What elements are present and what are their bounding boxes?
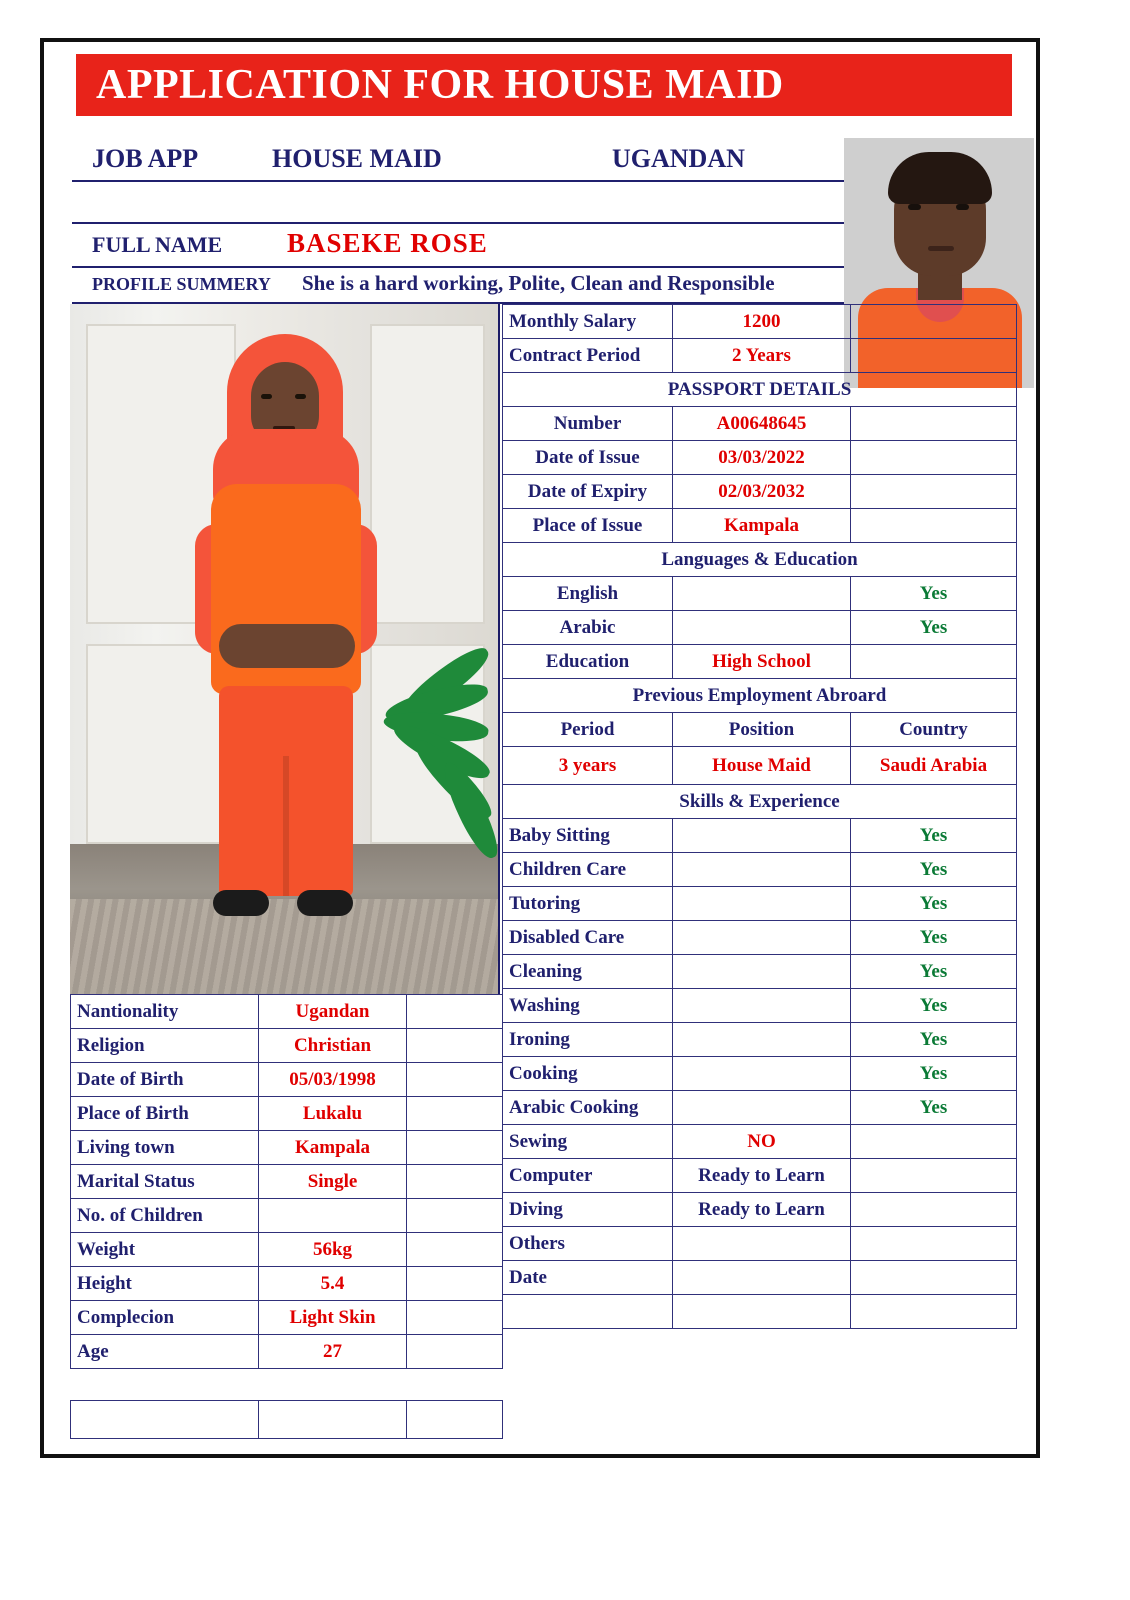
table-row-empty [503, 1295, 1017, 1329]
skill-value-cleaning: Yes [851, 955, 1017, 989]
table-row [71, 1097, 503, 1131]
table-row [503, 1227, 1017, 1261]
skill-mid-diving: Ready to Learn [673, 1193, 851, 1227]
table-row [503, 989, 1017, 1023]
personal-blank-complexion [407, 1301, 503, 1335]
full-name-row [72, 224, 862, 268]
education-value: High School [673, 645, 851, 679]
bottom-empty-cell-2 [259, 1401, 407, 1439]
passport-issue-blank [851, 441, 1017, 475]
table-row-previous-employment [503, 747, 1017, 785]
skill-value-children-care: Yes [851, 853, 1017, 887]
empty-cell-3 [851, 1295, 1017, 1329]
languages-section-heading: Languages & Education [503, 543, 1017, 577]
skill-label-tutoring: Tutoring [503, 887, 673, 921]
language-english-mid [673, 577, 851, 611]
table-row [71, 1131, 503, 1165]
table-row-passport-expiry [503, 475, 1017, 509]
skill-mid-children-care [673, 853, 851, 887]
table-row [503, 1193, 1017, 1227]
personal-label-no-of-children: No. of Children [71, 1199, 259, 1233]
skill-label-baby-sitting: Baby Sitting [503, 819, 673, 853]
table-row [71, 1233, 503, 1267]
skill-value-arabic-cooking: Yes [851, 1091, 1017, 1125]
table-row [503, 1091, 1017, 1125]
skill-value-cooking: Yes [851, 1057, 1017, 1091]
table-row-monthly-salary [503, 305, 1017, 339]
skill-mid-washing [673, 989, 851, 1023]
personal-value-religion: Christian [259, 1029, 407, 1063]
personal-blank-living-town [407, 1131, 503, 1165]
personal-value-living-town: Kampala [259, 1131, 407, 1165]
person-uniform-trousers [219, 686, 353, 896]
person-shoe-right [297, 890, 353, 916]
person-shoe-left [213, 890, 269, 916]
passport-section-heading: PASSPORT DETAILS [503, 373, 1017, 407]
skill-label-ironing: Ironing [503, 1023, 673, 1057]
skill-value-sewing [851, 1125, 1017, 1159]
section-passport-details [503, 373, 1017, 407]
table-row-passport-issue [503, 441, 1017, 475]
monthly-salary-blank [851, 305, 1017, 339]
language-arabic-value: Yes [851, 611, 1017, 645]
skill-mid-others [673, 1227, 851, 1261]
bottom-empty-cell-3 [407, 1401, 503, 1439]
table-row [503, 645, 1017, 679]
profile-summary-label: PROFILE SUMMERY [92, 274, 271, 294]
skill-mid-disabled-care [673, 921, 851, 955]
skill-value-ironing: Yes [851, 1023, 1017, 1057]
personal-blank-weight [407, 1233, 503, 1267]
person-folded-arms [219, 624, 355, 668]
passport-expiry-value: 02/03/2032 [673, 475, 851, 509]
skill-mid-date [673, 1261, 851, 1295]
passport-number-value: A00648645 [673, 407, 851, 441]
bottom-empty-table [70, 1400, 503, 1439]
personal-value-height: 5.4 [259, 1267, 407, 1301]
personal-label-complexion: Complecion [71, 1301, 259, 1335]
skill-value-disabled-care: Yes [851, 921, 1017, 955]
page-title: APPLICATION FOR HOUSE MAID [96, 62, 784, 108]
skill-label-washing: Washing [503, 989, 673, 1023]
personal-value-date-of-birth: 05/03/1998 [259, 1063, 407, 1097]
personal-label-marital-status: Marital Status [71, 1165, 259, 1199]
passport-number-label: Number [503, 407, 673, 441]
language-arabic-label: Arabic [503, 611, 673, 645]
photo-hair [888, 152, 992, 204]
previous-employment-position: House Maid [673, 747, 851, 785]
table-row [71, 1267, 503, 1301]
skill-label-children-care: Children Care [503, 853, 673, 887]
profile-summary-value: She is a hard working, Polite, Clean and Responsible [302, 271, 775, 295]
job-application-header-row [72, 138, 862, 182]
table-row [503, 1057, 1017, 1091]
personal-blank-place-of-birth [407, 1097, 503, 1131]
personal-value-weight: 56kg [259, 1233, 407, 1267]
education-blank [851, 645, 1017, 679]
table-row-empty [71, 1401, 503, 1439]
skill-label-disabled-care: Disabled Care [503, 921, 673, 955]
table-row [503, 955, 1017, 989]
photo-eye-right [956, 204, 969, 210]
job-app-label: JOB APP [92, 144, 199, 173]
skill-label-date: Date [503, 1261, 673, 1295]
personal-value-age: 27 [259, 1335, 407, 1369]
nationality-heading: UGANDAN [612, 144, 745, 173]
table-row [503, 819, 1017, 853]
skill-label-cleaning: Cleaning [503, 955, 673, 989]
column-header-position: Position [673, 713, 851, 747]
table-header-row-previous-employment [503, 713, 1017, 747]
personal-value-complexion: Light Skin [259, 1301, 407, 1335]
personal-blank-age [407, 1335, 503, 1369]
application-form-sheet [40, 38, 1040, 1458]
table-row [503, 577, 1017, 611]
personal-label-place-of-birth: Place of Birth [71, 1097, 259, 1131]
personal-value-marital-status: Single [259, 1165, 407, 1199]
table-row [71, 1199, 503, 1233]
table-row [503, 1261, 1017, 1295]
bottom-empty-cell-1 [71, 1401, 259, 1439]
personal-value-no-of-children [259, 1199, 407, 1233]
column-header-period: Period [503, 713, 673, 747]
skill-label-others: Others [503, 1227, 673, 1261]
contract-period-blank [851, 339, 1017, 373]
language-english-value: Yes [851, 577, 1017, 611]
personal-value-nationality: Ugandan [259, 995, 407, 1029]
position-label: HOUSE MAID [272, 144, 442, 173]
skill-mid-cleaning [673, 955, 851, 989]
table-row [503, 611, 1017, 645]
previous-employment-heading: Previous Employment Abroard [503, 679, 1017, 713]
skill-mid-tutoring [673, 887, 851, 921]
skill-value-diving [851, 1193, 1017, 1227]
table-row-passport-place [503, 509, 1017, 543]
personal-value-place-of-birth: Lukalu [259, 1097, 407, 1131]
skill-value-baby-sitting: Yes [851, 819, 1017, 853]
personal-label-nationality: Nantionality [71, 995, 259, 1029]
personal-label-weight: Weight [71, 1233, 259, 1267]
personal-blank-no-of-children [407, 1199, 503, 1233]
personal-label-religion: Religion [71, 1029, 259, 1063]
personal-details-table [70, 994, 503, 1369]
table-row [71, 1301, 503, 1335]
full-name-label: FULL NAME [92, 232, 223, 257]
personal-blank-date-of-birth [407, 1063, 503, 1097]
personal-blank-religion [407, 1029, 503, 1063]
previous-employment-country: Saudi Arabia [851, 747, 1017, 785]
right-details-table [502, 304, 1017, 1329]
skill-value-computer [851, 1159, 1017, 1193]
skill-value-others [851, 1227, 1017, 1261]
skills-section-heading: Skills & Experience [503, 785, 1017, 819]
passport-place-blank [851, 509, 1017, 543]
personal-label-age: Age [71, 1335, 259, 1369]
skill-mid-baby-sitting [673, 819, 851, 853]
personal-label-date-of-birth: Date of Birth [71, 1063, 259, 1097]
skill-mid-arabic-cooking [673, 1091, 851, 1125]
person-eye-right [295, 394, 306, 399]
personal-label-height: Height [71, 1267, 259, 1301]
profile-summary-row [72, 268, 862, 304]
empty-cell-1 [503, 1295, 673, 1329]
skill-mid-cooking [673, 1057, 851, 1091]
skill-label-diving: Diving [503, 1193, 673, 1227]
skill-value-date [851, 1261, 1017, 1295]
passport-expiry-label: Date of Expiry [503, 475, 673, 509]
form-title-banner [76, 54, 1012, 116]
language-arabic-mid [673, 611, 851, 645]
language-english-label: English [503, 577, 673, 611]
passport-number-blank [851, 407, 1017, 441]
person-eye-left [261, 394, 272, 399]
skill-value-tutoring: Yes [851, 887, 1017, 921]
passport-expiry-blank [851, 475, 1017, 509]
passport-issue-label: Date of Issue [503, 441, 673, 475]
column-header-country: Country [851, 713, 1017, 747]
table-row [503, 887, 1017, 921]
monthly-salary-label: Monthly Salary [503, 305, 673, 339]
table-row [503, 1023, 1017, 1057]
empty-cell-2 [673, 1295, 851, 1329]
applicant-full-body-photo [70, 304, 500, 994]
personal-blank-marital-status [407, 1165, 503, 1199]
monthly-salary-value: 1200 [673, 305, 851, 339]
table-row [71, 995, 503, 1029]
photo-person [165, 334, 405, 934]
skill-label-computer: Computer [503, 1159, 673, 1193]
skill-label-sewing: Sewing [503, 1125, 673, 1159]
personal-label-living-town: Living town [71, 1131, 259, 1165]
table-row [71, 1029, 503, 1063]
personal-blank-nationality [407, 995, 503, 1029]
passport-place-value: Kampala [673, 509, 851, 543]
section-previous-employment [503, 679, 1017, 713]
passport-issue-value: 03/03/2022 [673, 441, 851, 475]
contract-period-value: 2 Years [673, 339, 851, 373]
table-row [71, 1335, 503, 1369]
skill-value-washing: Yes [851, 989, 1017, 1023]
table-row-passport-number [503, 407, 1017, 441]
table-row [503, 1125, 1017, 1159]
table-row [71, 1165, 503, 1199]
table-row [71, 1063, 503, 1097]
table-row [503, 853, 1017, 887]
full-name-value: BASEKE ROSE [287, 228, 488, 258]
personal-blank-height [407, 1267, 503, 1301]
skill-label-cooking: Cooking [503, 1057, 673, 1091]
photo-mouth [928, 246, 954, 251]
skill-label-arabic-cooking: Arabic Cooking [503, 1091, 673, 1125]
skill-mid-ironing [673, 1023, 851, 1057]
skill-mid-computer: Ready to Learn [673, 1159, 851, 1193]
education-label: Education [503, 645, 673, 679]
section-languages-education [503, 543, 1017, 577]
passport-place-label: Place of Issue [503, 509, 673, 543]
skill-mid-sewing: NO [673, 1125, 851, 1159]
contract-period-label: Contract Period [503, 339, 673, 373]
section-skills-experience [503, 785, 1017, 819]
table-row [503, 921, 1017, 955]
table-row [503, 1159, 1017, 1193]
photo-eye-left [908, 204, 921, 210]
blank-divider-line [72, 182, 862, 224]
table-row-contract-period [503, 339, 1017, 373]
previous-employment-period: 3 years [503, 747, 673, 785]
